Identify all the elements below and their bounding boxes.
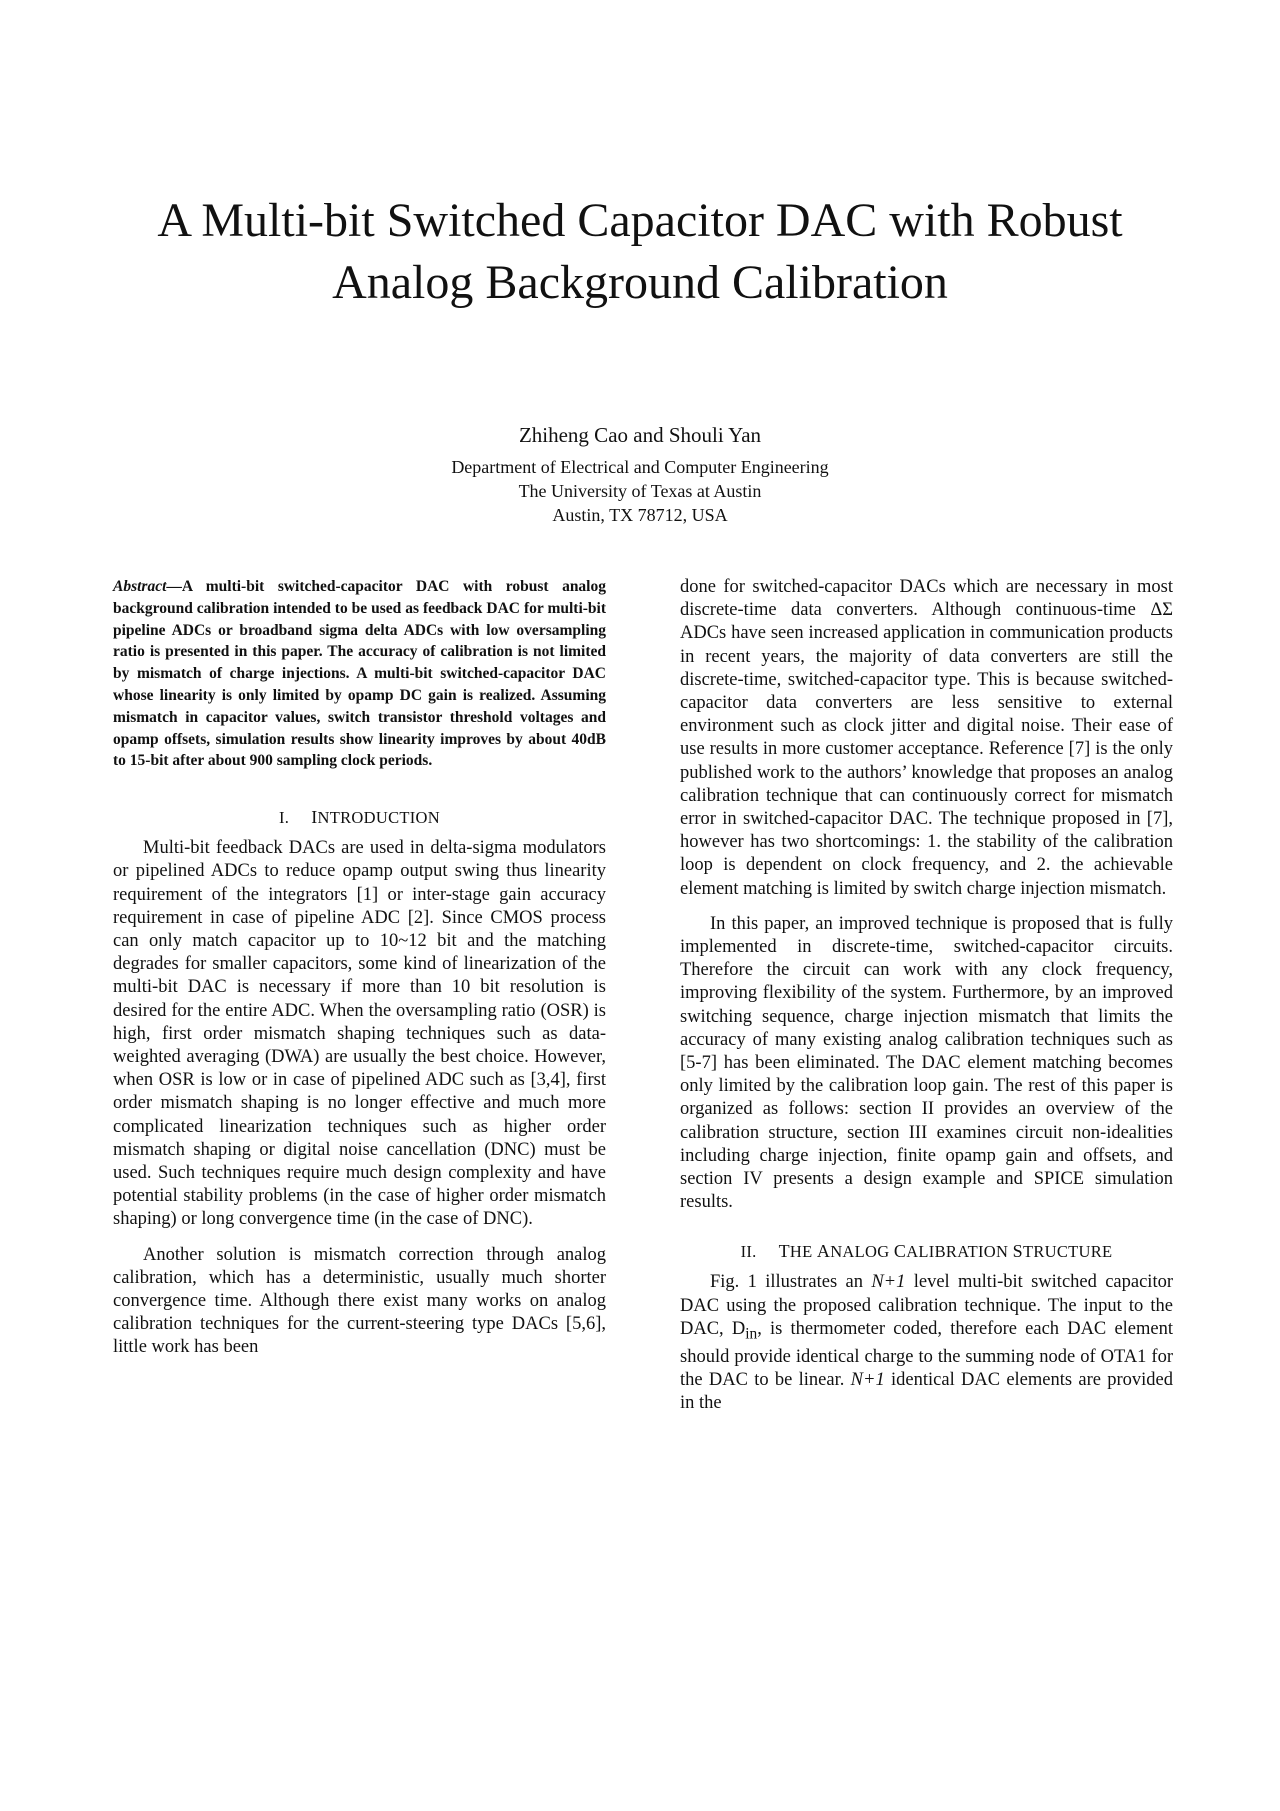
math-n-plus-1: N+1	[850, 1369, 885, 1390]
university: The University of Texas at Austin	[518, 481, 762, 501]
abstract-label: Abstract	[113, 578, 167, 595]
paper-overview-paragraph: In this paper, an improved technique is proposed that is fully implemented in discrete-time, switched-capacitor circuits. Therefore the circuit can work with any clock frequency, improving flexibility of the system. Furthermore, by an improved switching sequence, charge injection mismatch that limits the accuracy of many existing analog calibration techniques such as [5-7] has been eliminated. The DAC element matching becomes only limited by the calibration loop gain. The rest of this paper is organized as follows: section II provides an overview of the calibration structure, section III examines circuit non-idealities including charge injection, finite opamp gain and offsets, and section IV presents a design example and SPICE simulation results.	[680, 913, 1173, 1213]
title-part: T	[778, 1241, 790, 1262]
paper-title	[80, 190, 1200, 314]
text-run: Fig. 1 illustrates an	[710, 1272, 872, 1293]
text-run: , is thermometer coded, therefore each DAC element should provide identical charge to the summing node of OTA1 for the DAC to be linear.	[680, 1318, 1174, 1390]
section-number: II.	[740, 1242, 757, 1262]
section-number: I.	[279, 808, 290, 828]
abstract	[113, 576, 606, 772]
section-heading-calibration-structure	[680, 1240, 1173, 1263]
intro-paragraph-2: Another solution is mismatch correction through analog calibration, which has a deterministic, usually much shorter convergence time. Although there exist many works on analog calibration techniques for the current-steering type DACs [5,6], little work has been	[113, 1244, 606, 1358]
left-column	[113, 576, 606, 1360]
affiliation	[0, 455, 1280, 527]
continuation-paragraph: done for switched-capacitor DACs which are necessary in most discrete-time data converters. Although continuous-time ΔΣ ADCs have seen increased application in communication products in recent years, the majority of data converters are still the discrete-time, switched-capacitor type. This is because switched-capacitor data converters are less sensitive to external environment such as clock jitter and digital noise. Their ease of use results in more customer acceptance. Reference [7] is the only published work to the authors’ knowledge that proposes an analog calibration technique that can continuously correct for mismatch error in switched-capacitor DAC. The technique proposed in [7], however has two shortcomings: 1. the stability of the calibration loop is dependent on clock frequency, and 2. the achievable element matching is limited by switch charge injection mismatch.	[680, 577, 1173, 899]
text-run: level multi-bit switched capacitor DAC using the proposed calibration technique. The input to the DAC, D	[680, 1272, 1173, 1339]
title-part: C	[893, 1241, 907, 1262]
section-heading-introduction	[113, 806, 606, 829]
abstract-text: A multi-bit switched-capacitor DAC with robust analog background calibration intended to be used as feedback DAC for multi-bit pipeline ADCs or broadband sigma delta ADCs with low oversampling ratio is presented in this paper. The accuracy of calibration is not limited by mismatch of charge injections. A multi-bit switched-capacitor DAC whose linearity is only limited by opamp DC gain is realized. Assuming mismatch in capacitor values, switch transistor threshold voltages and opamp offsets, simulation results show linearity improves by about 40dB to 15-bit after about 900 sampling clock periods.	[113, 578, 606, 770]
subscript-in: in	[745, 1325, 758, 1343]
abstract-dash: —	[166, 578, 182, 595]
title-part: HE	[789, 1242, 817, 1262]
authors: Zhiheng Cao and Shouli Yan	[518, 423, 762, 447]
title-part: A	[816, 1241, 831, 1262]
department: Department of Electrical and Computer Engineering	[451, 457, 829, 477]
title-line-2: Analog Background Calibration	[332, 256, 948, 309]
section-title-initial: I	[311, 807, 318, 828]
address: Austin, TX 78712, USA	[552, 505, 728, 525]
section-title-rest: NTRODUCTION	[317, 808, 440, 828]
title-part: ALIBRATION	[906, 1242, 1013, 1262]
title-part: TRUCTURE	[1022, 1242, 1113, 1262]
right-column	[680, 576, 1173, 1415]
section2-paragraph	[680, 1271, 1173, 1415]
title-part: S	[1012, 1241, 1023, 1262]
text-run: identical DAC elements are provided in the	[680, 1369, 1173, 1414]
math-n-plus-1: N+1	[871, 1272, 906, 1293]
title-line-1: A Multi-bit Switched Capacitor DAC with Robust	[157, 194, 1123, 247]
title-part: NALOG	[830, 1242, 894, 1262]
intro-paragraph-1: Multi-bit feedback DACs are used in delta-sigma modulators or pipelined ADCs to reduce opamp output swing thus linearity requirement of the integrators [1] or inter-stage gain accuracy requirement in case of pipeline ADC [2]. Since CMOS process can only match capacitor up to 10~12 bit and the matching degrades for smaller capacitors, some kind of linearization of the multi-bit DAC is necessary if more than 10 bit resolution is desired for the entire ADC. When the oversampling ratio (OSR) is high, first order mismatch shaping techniques such as data-weighted averaging (DWA) are usually the best choice. However, when OSR is low or in case of pipelined ADC such as [3,4], first order mismatch shaping is no longer effective and much more complicated linearization techniques such as higher order mismatch shaping or digital noise cancellation (DNC) must be used. Such techniques require much design complexity and have potential stability problems (in the case of higher order mismatch shaping) or long convergence time (in the case of DNC).	[113, 838, 606, 1230]
